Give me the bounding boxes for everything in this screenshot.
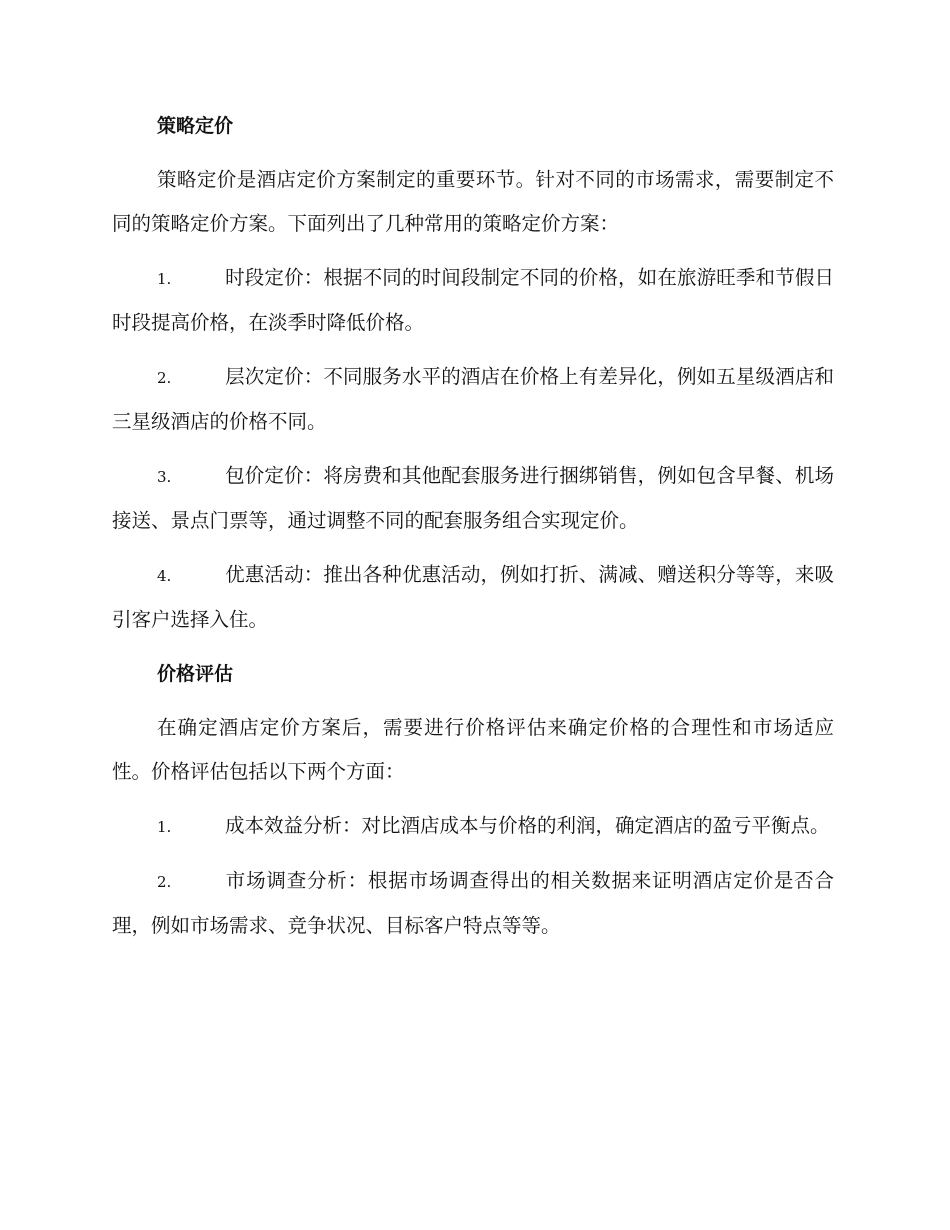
list-number: 2. bbox=[157, 873, 172, 891]
document-page bbox=[112, 104, 834, 958]
list-item bbox=[112, 355, 834, 444]
list-text: 包价定价：将房费和其他配套服务进行捆绑销售，例如包含早餐、机场接送、景点门票等，通过调整不同的配套服务组合实现定价。 bbox=[112, 464, 834, 532]
list-item bbox=[112, 454, 834, 543]
list-text: 时段定价：根据不同的时间段制定不同的价格，如在旅游旺季和节假日时段提高价格，在淡季时降低价格。 bbox=[112, 266, 834, 334]
list-number: 4. bbox=[157, 567, 172, 585]
list-item bbox=[112, 804, 834, 849]
list-text: 成本效益分析：对比酒店成本与价格的利润，确定酒店的盈亏平衡点。 bbox=[225, 814, 830, 837]
list-text: 市场调查分析：根据市场调查得出的相关数据来证明酒店定价是否合理，例如市场需求、竞争状况、目标客户特点等等。 bbox=[112, 869, 834, 937]
section-intro-price-evaluation: 在确定酒店定价方案后，需要进行价格评估来确定价格的合理性和市场适应性。价格评估包括以下两个方面： bbox=[112, 716, 834, 783]
section-intro-strategy-pricing: 策略定价是酒店定价方案制定的重要环节。针对不同的市场需求，需要制定不同的策略定价方案。下面列出了几种常用的策略定价方案： bbox=[112, 168, 834, 235]
section-heading-price-evaluation: 价格评估 bbox=[157, 663, 234, 685]
section-heading-strategy-pricing: 策略定价 bbox=[157, 115, 234, 137]
list-item bbox=[112, 859, 834, 948]
list-item bbox=[112, 256, 834, 345]
list-number: 3. bbox=[157, 468, 172, 486]
list-number: 2. bbox=[157, 369, 172, 387]
list-item bbox=[112, 553, 834, 642]
list-text: 层次定价：不同服务水平的酒店在价格上有差异化，例如五星级酒店和三星级酒店的价格不同。 bbox=[112, 365, 834, 433]
list-number: 1. bbox=[157, 270, 172, 288]
list-text: 优惠活动：推出各种优惠活动，例如打折、满减、赠送积分等等，来吸引客户选择入住。 bbox=[112, 563, 834, 631]
list-number: 1. bbox=[157, 818, 172, 836]
